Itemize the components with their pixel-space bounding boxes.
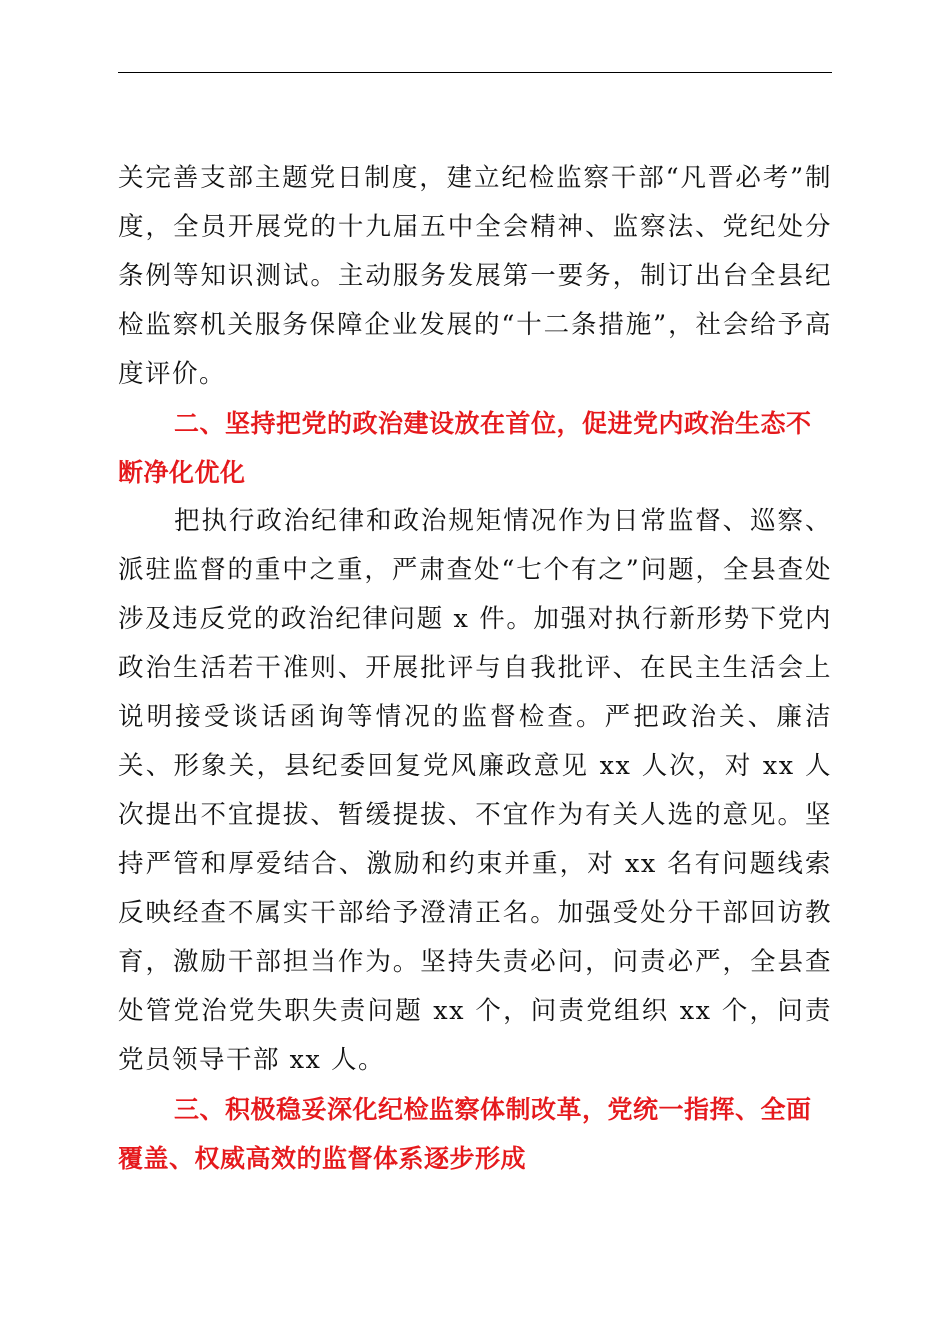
header-rule [118,72,832,73]
document-body [118,154,832,1183]
section-heading-2: 二、坚持把党的政治建设放在首位，促进党内政治生态不断净化优化 [118,409,812,487]
body-paragraph-political-discipline: 把执行政治纪律和政治规矩情况作为日常监督、巡察、派驻监督的重中之重，严肃查处“七个有之”问题，全县查处涉及违反党的政治纪律问题 x 件。加强对执行新形势下党内政治生活若干准则、开展批评与自我批评、在民主生活会上说明接受谈话函询等情况的监督检查。严把政治关、廉洁关、形象关，县纪委回复党风廉政意见 xx 人次，对 xx 人次提出不宜提拔、暂缓提拔、不宜作为有关人选的意见。坚持严管和厚爱结合、激励和约束并重，对 xx 名有问题线索反映经查不属实干部给予澄清正名。加强受处分干部回访教育，激励干部担当作为。坚持失责必问，问责必严，全县查处管党治党失职失责问题 xx 个，问责党组织 xx 个，问责党员领导干部 xx 人。 [118,506,832,1075]
body-paragraph-continued: 关完善支部主题党日制度，建立纪检监察干部“凡晋必考”制度，全员开展党的十九届五中全会精神、监察法、党纪处分条例等知识测试。主动服务发展第一要务，制订出台全县纪检监察机关服务保障企业发展的“十二条措施”，社会给予高度评价。 [118,163,832,389]
section-heading-3: 三、积极稳妥深化纪检监察体制改革，党统一指挥、全面覆盖、权威高效的监督体系逐步形成 [118,1095,812,1173]
